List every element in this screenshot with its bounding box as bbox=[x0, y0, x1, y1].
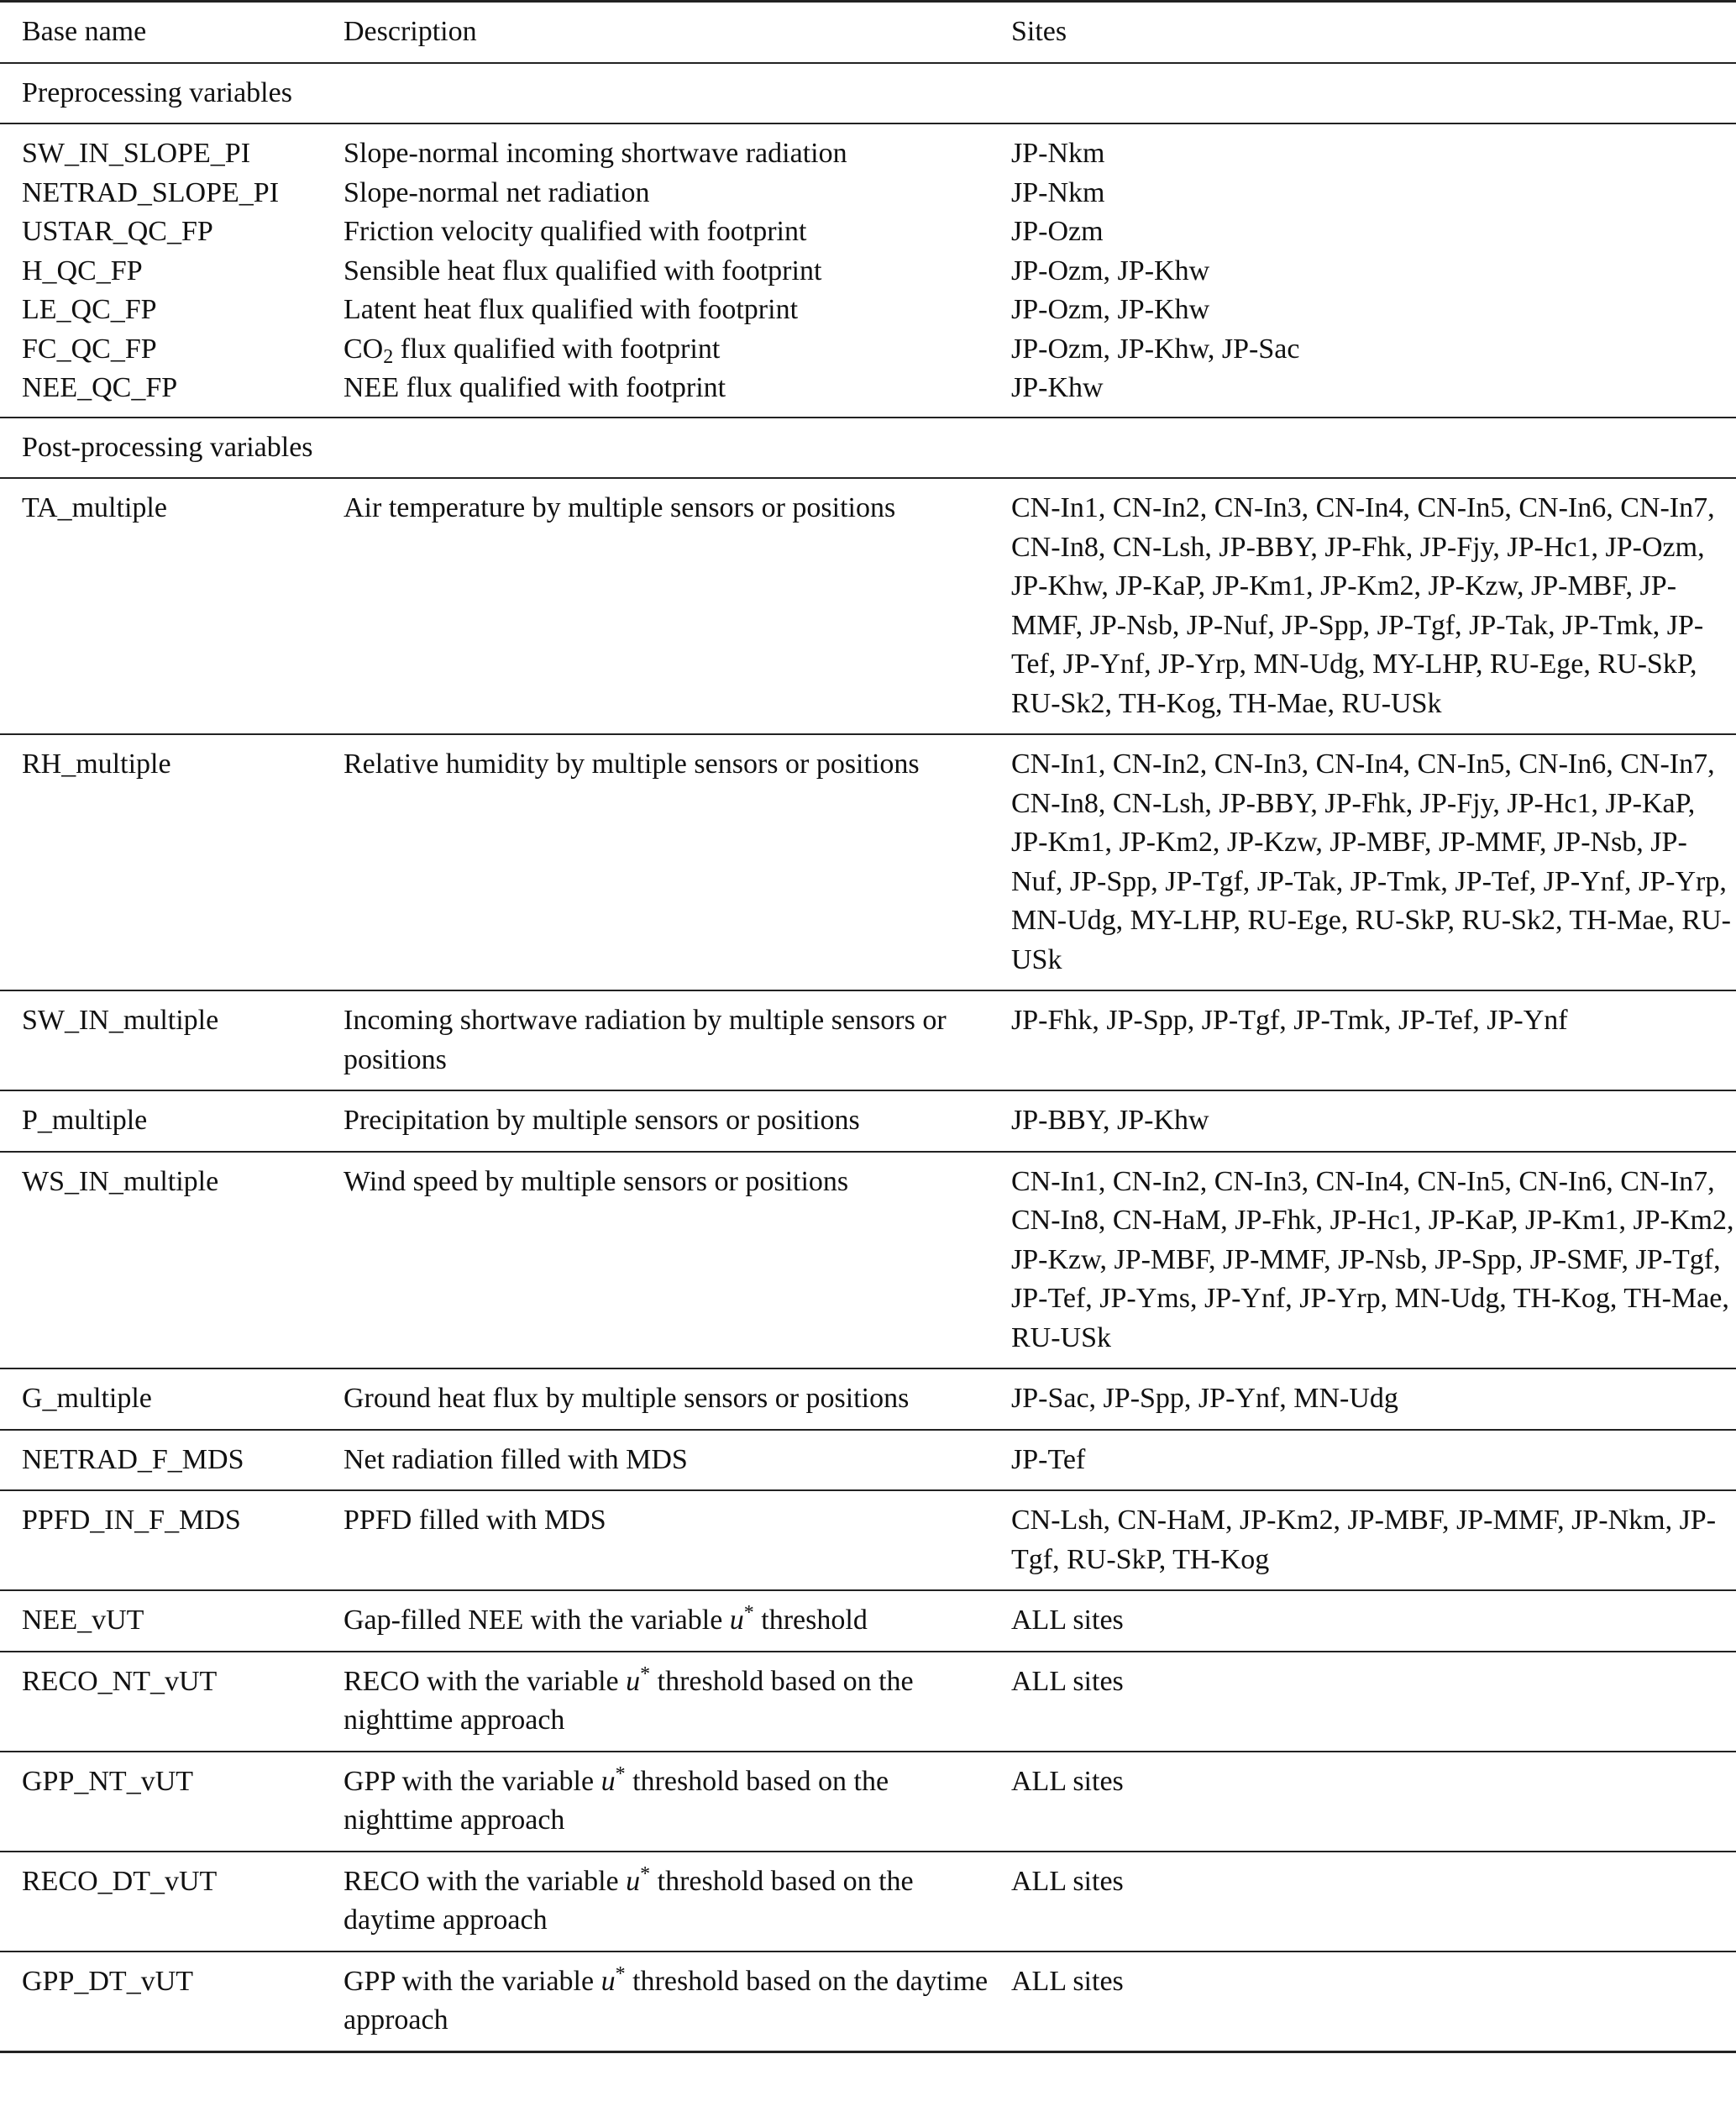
description bbox=[344, 1652, 989, 1752]
table-row bbox=[0, 1090, 1736, 1152]
description: PPFD filled with MDS bbox=[344, 1490, 989, 1590]
description: Slope-normal net radiation bbox=[344, 176, 650, 208]
description bbox=[344, 1952, 989, 2052]
description: Sensible heat flux qualified with footprint bbox=[344, 255, 822, 286]
table-row bbox=[0, 123, 1736, 174]
base-name: NEE_QC_FP bbox=[0, 369, 344, 418]
base-name: USTAR_QC_FP bbox=[22, 216, 213, 247]
base-name: PPFD_IN_F_MDS bbox=[0, 1490, 344, 1590]
description: Latent heat flux qualified with footprint bbox=[344, 294, 799, 325]
description-start: Gap-filled NEE with the variable bbox=[344, 1605, 730, 1636]
sites: JP-Khw bbox=[989, 369, 1736, 418]
base-name: NETRAD_SLOPE_PI bbox=[22, 176, 280, 208]
description-rest: threshold based on the nighttime approach bbox=[344, 1665, 914, 1736]
description-rest: threshold based on the daytime approach bbox=[344, 1965, 989, 2036]
base-name: RECO_NT_vUT bbox=[0, 1652, 344, 1752]
section-label: Post-processing variables bbox=[0, 418, 1736, 479]
table-row bbox=[0, 1952, 1736, 2052]
description: Net radiation filled with MDS bbox=[344, 1430, 989, 1491]
base-name: NETRAD_F_MDS bbox=[0, 1430, 344, 1491]
section-row-preprocessing bbox=[0, 63, 1736, 124]
table-row bbox=[0, 291, 1736, 330]
sites: JP-BBY, JP-Khw bbox=[989, 1090, 1736, 1152]
sites: JP-Nkm bbox=[1011, 138, 1105, 169]
description bbox=[344, 1752, 989, 1852]
table-row bbox=[0, 478, 1736, 734]
base-name: G_multiple bbox=[0, 1368, 344, 1430]
u-symbol: u bbox=[729, 1605, 744, 1636]
base-name: GPP_DT_vUT bbox=[0, 1952, 344, 2052]
table-row bbox=[0, 1590, 1736, 1652]
base-name: LE_QC_FP bbox=[22, 294, 157, 325]
sites: JP-Ozm, JP-Khw bbox=[1011, 294, 1210, 325]
base-name: GPP_NT_vUT bbox=[0, 1752, 344, 1852]
table-row bbox=[0, 1652, 1736, 1752]
base-name: SW_IN_multiple bbox=[0, 990, 344, 1090]
description bbox=[344, 1590, 989, 1652]
description: Wind speed by multiple sensors or positions bbox=[344, 1152, 989, 1369]
base-name: P_multiple bbox=[0, 1090, 344, 1152]
description: Slope-normal incoming shortwave radiation bbox=[344, 138, 847, 169]
base-name: TA_multiple bbox=[0, 478, 344, 734]
sites: JP-Ozm, JP-Khw, JP-Sac bbox=[1011, 333, 1300, 365]
table-row bbox=[0, 213, 1736, 252]
description: NEE flux qualified with footprint bbox=[344, 369, 989, 418]
table-row bbox=[0, 252, 1736, 292]
base-name: H_QC_FP bbox=[22, 255, 143, 286]
sites: JP-Ozm bbox=[1011, 216, 1104, 247]
table-row bbox=[0, 734, 1736, 990]
u-symbol: u bbox=[626, 1665, 641, 1697]
base-name: RECO_DT_vUT bbox=[0, 1852, 344, 1952]
subscript: 2 bbox=[383, 345, 394, 368]
description: Friction velocity qualified with footprint bbox=[344, 216, 807, 247]
description-rest: threshold bbox=[753, 1605, 868, 1636]
sites: ALL sites bbox=[989, 1590, 1736, 1652]
description: Relative humidity by multiple sensors or positions bbox=[344, 734, 989, 990]
u-symbol: u bbox=[626, 1865, 641, 1897]
table-row bbox=[0, 1752, 1736, 1852]
table-row bbox=[0, 1368, 1736, 1430]
description-start: GPP with the variable bbox=[344, 1765, 601, 1797]
sites: JP-Nkm bbox=[1011, 176, 1105, 208]
sites: ALL sites bbox=[989, 1752, 1736, 1852]
description-start: GPP with the variable bbox=[344, 1965, 601, 1997]
star-superscript: * bbox=[640, 1663, 651, 1685]
table-row bbox=[0, 369, 1736, 418]
sites: ALL sites bbox=[989, 1652, 1736, 1752]
sites: JP-Ozm, JP-Khw bbox=[1011, 255, 1210, 286]
description-start: RECO with the variable bbox=[344, 1865, 627, 1897]
co2-text: CO bbox=[344, 333, 384, 365]
table-header-row bbox=[0, 2, 1736, 63]
description: Air temperature by multiple sensors or positions bbox=[344, 478, 989, 734]
star-superscript: * bbox=[615, 1762, 626, 1785]
star-superscript: * bbox=[615, 1962, 626, 1985]
table-row bbox=[0, 1852, 1736, 1952]
sites: CN-In1, CN-In2, CN-In3, CN-In4, CN-In5, CN-In6, CN-In7, CN-In8, CN-Lsh, JP-BBY, JP-Fhk, JP-Fjy, JP-Hc1, JP-Ozm, JP-Khw, JP-KaP, JP-Km1, JP-Km2, JP-Kzw, JP-MBF, JP-MMF, JP-Nsb, JP-Nuf, JP-Spp, JP-Tgf, JP-Tak, JP-Tmk, JP-Tef, JP-Ynf, JP-Yrp, MN-Udg, MY-LHP, RU-Ege, RU-SkP, RU-Sk2, TH-Kog, TH-Mae, RU-USk bbox=[989, 478, 1736, 734]
sites: CN-In1, CN-In2, CN-In3, CN-In4, CN-In5, CN-In6, CN-In7, CN-In8, CN-HaM, JP-Fhk, JP-Hc1, JP-KaP, JP-Km1, JP-Km2, JP-Kzw, JP-MBF, JP-MMF, JP-Nsb, JP-Spp, JP-SMF, JP-Tgf, JP-Tef, JP-Yms, JP-Ynf, JP-Yrp, MN-Udg, TH-Kog, TH-Mae, RU-USk bbox=[989, 1152, 1736, 1369]
header-sites: Sites bbox=[989, 2, 1736, 63]
description bbox=[344, 330, 989, 370]
table-row bbox=[0, 1430, 1736, 1491]
star-superscript: * bbox=[743, 1602, 754, 1624]
table-row bbox=[0, 1490, 1736, 1590]
sites: ALL sites bbox=[989, 1952, 1736, 2052]
u-symbol: u bbox=[601, 1965, 616, 1997]
base-name: WS_IN_multiple bbox=[0, 1152, 344, 1369]
header-base-name: Base name bbox=[0, 2, 344, 63]
sites: JP-Tef bbox=[989, 1430, 1736, 1491]
sites: JP-Fhk, JP-Spp, JP-Tgf, JP-Tmk, JP-Tef, JP-Ynf bbox=[989, 990, 1736, 1090]
table-row bbox=[0, 1152, 1736, 1369]
base-name: FC_QC_FP bbox=[22, 333, 157, 365]
description-rest: flux qualified with footprint bbox=[393, 333, 721, 365]
section-row-postprocessing bbox=[0, 418, 1736, 479]
table-row bbox=[0, 174, 1736, 213]
sites: CN-Lsh, CN-HaM, JP-Km2, JP-MBF, JP-MMF, JP-Nkm, JP-Tgf, RU-SkP, TH-Kog bbox=[989, 1490, 1736, 1590]
description: Precipitation by multiple sensors or positions bbox=[344, 1090, 989, 1152]
description-rest: threshold based on the nighttime approach bbox=[344, 1765, 889, 1836]
base-name: NEE_vUT bbox=[0, 1590, 344, 1652]
description: Ground heat flux by multiple sensors or positions bbox=[344, 1368, 989, 1430]
base-name: RH_multiple bbox=[0, 734, 344, 990]
description: Incoming shortwave radiation by multiple sensors or positions bbox=[344, 990, 989, 1090]
description-rest: threshold based on the daytime approach bbox=[344, 1865, 914, 1936]
section-label: Preprocessing variables bbox=[0, 63, 1736, 124]
star-superscript: * bbox=[640, 1862, 651, 1885]
sites: CN-In1, CN-In2, CN-In3, CN-In4, CN-In5, CN-In6, CN-In7, CN-In8, CN-Lsh, JP-BBY, JP-Fhk, JP-Fjy, JP-Hc1, JP-KaP, JP-Km1, JP-Km2, JP-Kzw, JP-MBF, JP-MMF, JP-Nsb, JP-Nuf, JP-Spp, JP-Tgf, JP-Tak, JP-Tmk, JP-Tef, JP-Ynf, JP-Yrp, MN-Udg, MY-LHP, RU-Ege, RU-SkP, RU-Sk2, TH-Mae, RU-USk bbox=[989, 734, 1736, 990]
header-description: Description bbox=[344, 2, 989, 63]
u-symbol: u bbox=[601, 1765, 616, 1797]
base-name: SW_IN_SLOPE_PI bbox=[22, 138, 251, 169]
table-row bbox=[0, 330, 1736, 370]
description-start: RECO with the variable bbox=[344, 1665, 627, 1697]
table-row bbox=[0, 990, 1736, 1090]
sites: JP-Sac, JP-Spp, JP-Ynf, MN-Udg bbox=[989, 1368, 1736, 1430]
description bbox=[344, 1852, 989, 1952]
sites: ALL sites bbox=[989, 1852, 1736, 1952]
